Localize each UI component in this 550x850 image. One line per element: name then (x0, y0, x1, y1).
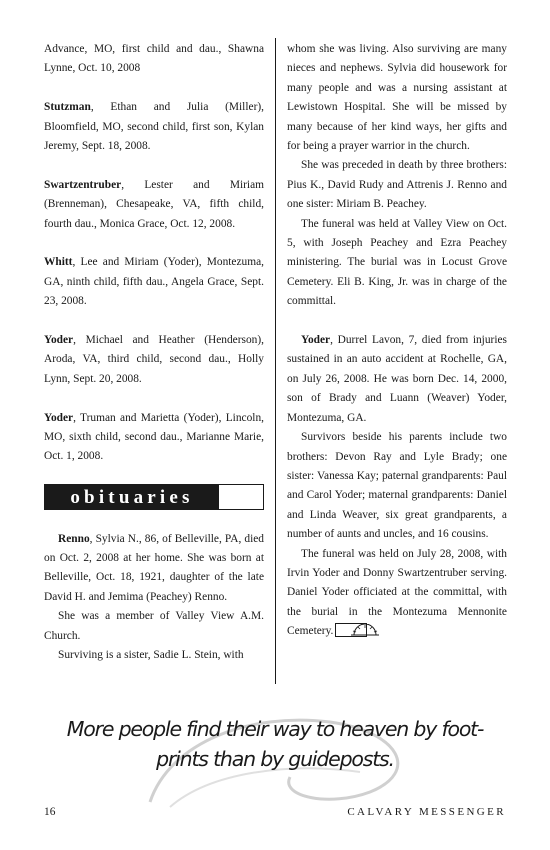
sunrise-end-mark-icon (335, 623, 367, 637)
quote-line: More people find their way to heaven by foot- (66, 717, 484, 741)
birth-entry-text: , Ethan and Julia (Miller), Bloomfield, MO, second child, first son, Kylan Jeremy, Sept. 18, 2008. (44, 101, 264, 153)
paragraph-gap (287, 312, 507, 331)
obituary-yoder (287, 331, 507, 642)
quote-line: prints than by guideposts. (156, 747, 394, 771)
magazine-name: CALVARY MESSENGER (347, 806, 506, 818)
obituary-paragraph (287, 331, 507, 428)
obituary-text: The funeral was held on July 28, 2008, with Irvin Yoder and Donny Swartzentruber serving. Daniel Yoder officiated at the committal, with the burial in the Montezuma Mennonite Cemetery. (287, 547, 507, 638)
birth-entry-text: Advance, MO, first child and dau., Shawna Lynne, Oct. 10, 2008 (44, 43, 264, 75)
obituary-paragraph: Surviving is a sister, Sadie L. Stein, with (58, 649, 244, 662)
birth-entry (44, 331, 264, 389)
obituary-name: Renno (58, 532, 90, 545)
birth-entry (44, 98, 264, 156)
obituary-renno-continued (287, 40, 507, 312)
obituary-text: , Sylvia N., 86, of Belleville, PA, died on Oct. 2, 2008 at her home. She was born at Belleville, Oct. 18, 1921, daughter of the late David H. and Jemima (Peachey) Renno. (44, 532, 264, 603)
obituary-paragraph (287, 545, 507, 642)
obituary-paragraph: She was preceded in death by three brothers: Pius K., David Rudy and Attrenis J. Renno and one sister: Miriam B. Peachey. (287, 159, 507, 211)
birth-entry (44, 40, 264, 79)
birth-entry (44, 176, 264, 234)
obituary-text: , Durrel Lavon, 7, died from injuries sustained in an auto accident at Rochelle, GA, on July 26, 2008. He was born Dec. 14, 2000, son of Brady and Luann (Weaver) Yoder, Montezuma, GA. (287, 334, 507, 424)
quote-block (0, 700, 550, 820)
column-divider (275, 38, 276, 684)
obituary-renno (44, 530, 264, 666)
birth-entry-name: Whitt (44, 256, 73, 269)
obituary-paragraph: Survivors beside his parents include two brothers: Devon Ray and Lyle Brady; one sister: Vanessa Kay; paternal grandparents: Paul and Carol Yoder; maternal grandparents: Daniel and Linda Weaver, six great grandparents, a number of aunts and uncles, and 16 cousins. (287, 431, 507, 541)
page-footer (44, 806, 506, 822)
page-number: 16 (44, 806, 56, 818)
birth-entry-name: Yoder (44, 334, 74, 347)
obituary-paragraph (44, 530, 264, 608)
obituaries-heading-label: obituaries (45, 485, 219, 509)
birth-entry-text: , Lester and Miriam (Brenneman), Chesapeake, VA, fifth child, fourth dau., Monica Grace, Oct. 12, 2008. (44, 178, 264, 230)
obituaries-section-heading (44, 484, 264, 510)
right-column (287, 40, 507, 642)
birth-entry-text: , Truman and Marietta (Yoder), Lincoln, MO, sixth child, second dau., Marianne Marie, Oct. 1, 2008. (44, 411, 264, 463)
birth-entry-text: , Lee and Miriam (Yoder), Montezuma, GA, ninth child, fifth dau., Angela Grace, Sept. 23, 2008. (44, 256, 264, 308)
birth-entry-name: Yoder (44, 411, 74, 424)
obituary-name: Yoder (301, 334, 331, 347)
left-column (44, 40, 264, 665)
obituary-paragraph: whom she was living. Also surviving are many nieces and nephews. Sylvia did housework for many people and was a nursing assistant at Lewistown Hospital. She will be missed by many because of her kind ways, her gifts and for being a prayer warrior in the church. (287, 43, 507, 153)
birth-entry-text: , Michael and Heather (Henderson), Aroda, VA, third child, second dau., Holly Lynn, Sept. 20, 2008. (44, 334, 264, 385)
birth-entry-name: Swartzentruber (44, 178, 122, 191)
birth-entry (44, 409, 264, 467)
obituary-paragraph: The funeral was held at Valley View on Oct. 5, with Joseph Peachey and Ezra Peachey ministering. The burial was in Locust Grove Cemetery. Eli B. King, Jr. was in charge of the committal. (287, 217, 507, 308)
obituary-paragraph: She was a member of Valley View A.M. Church. (44, 610, 264, 642)
birth-entry-name: Stutzman (44, 101, 91, 114)
birth-entry (44, 253, 264, 311)
